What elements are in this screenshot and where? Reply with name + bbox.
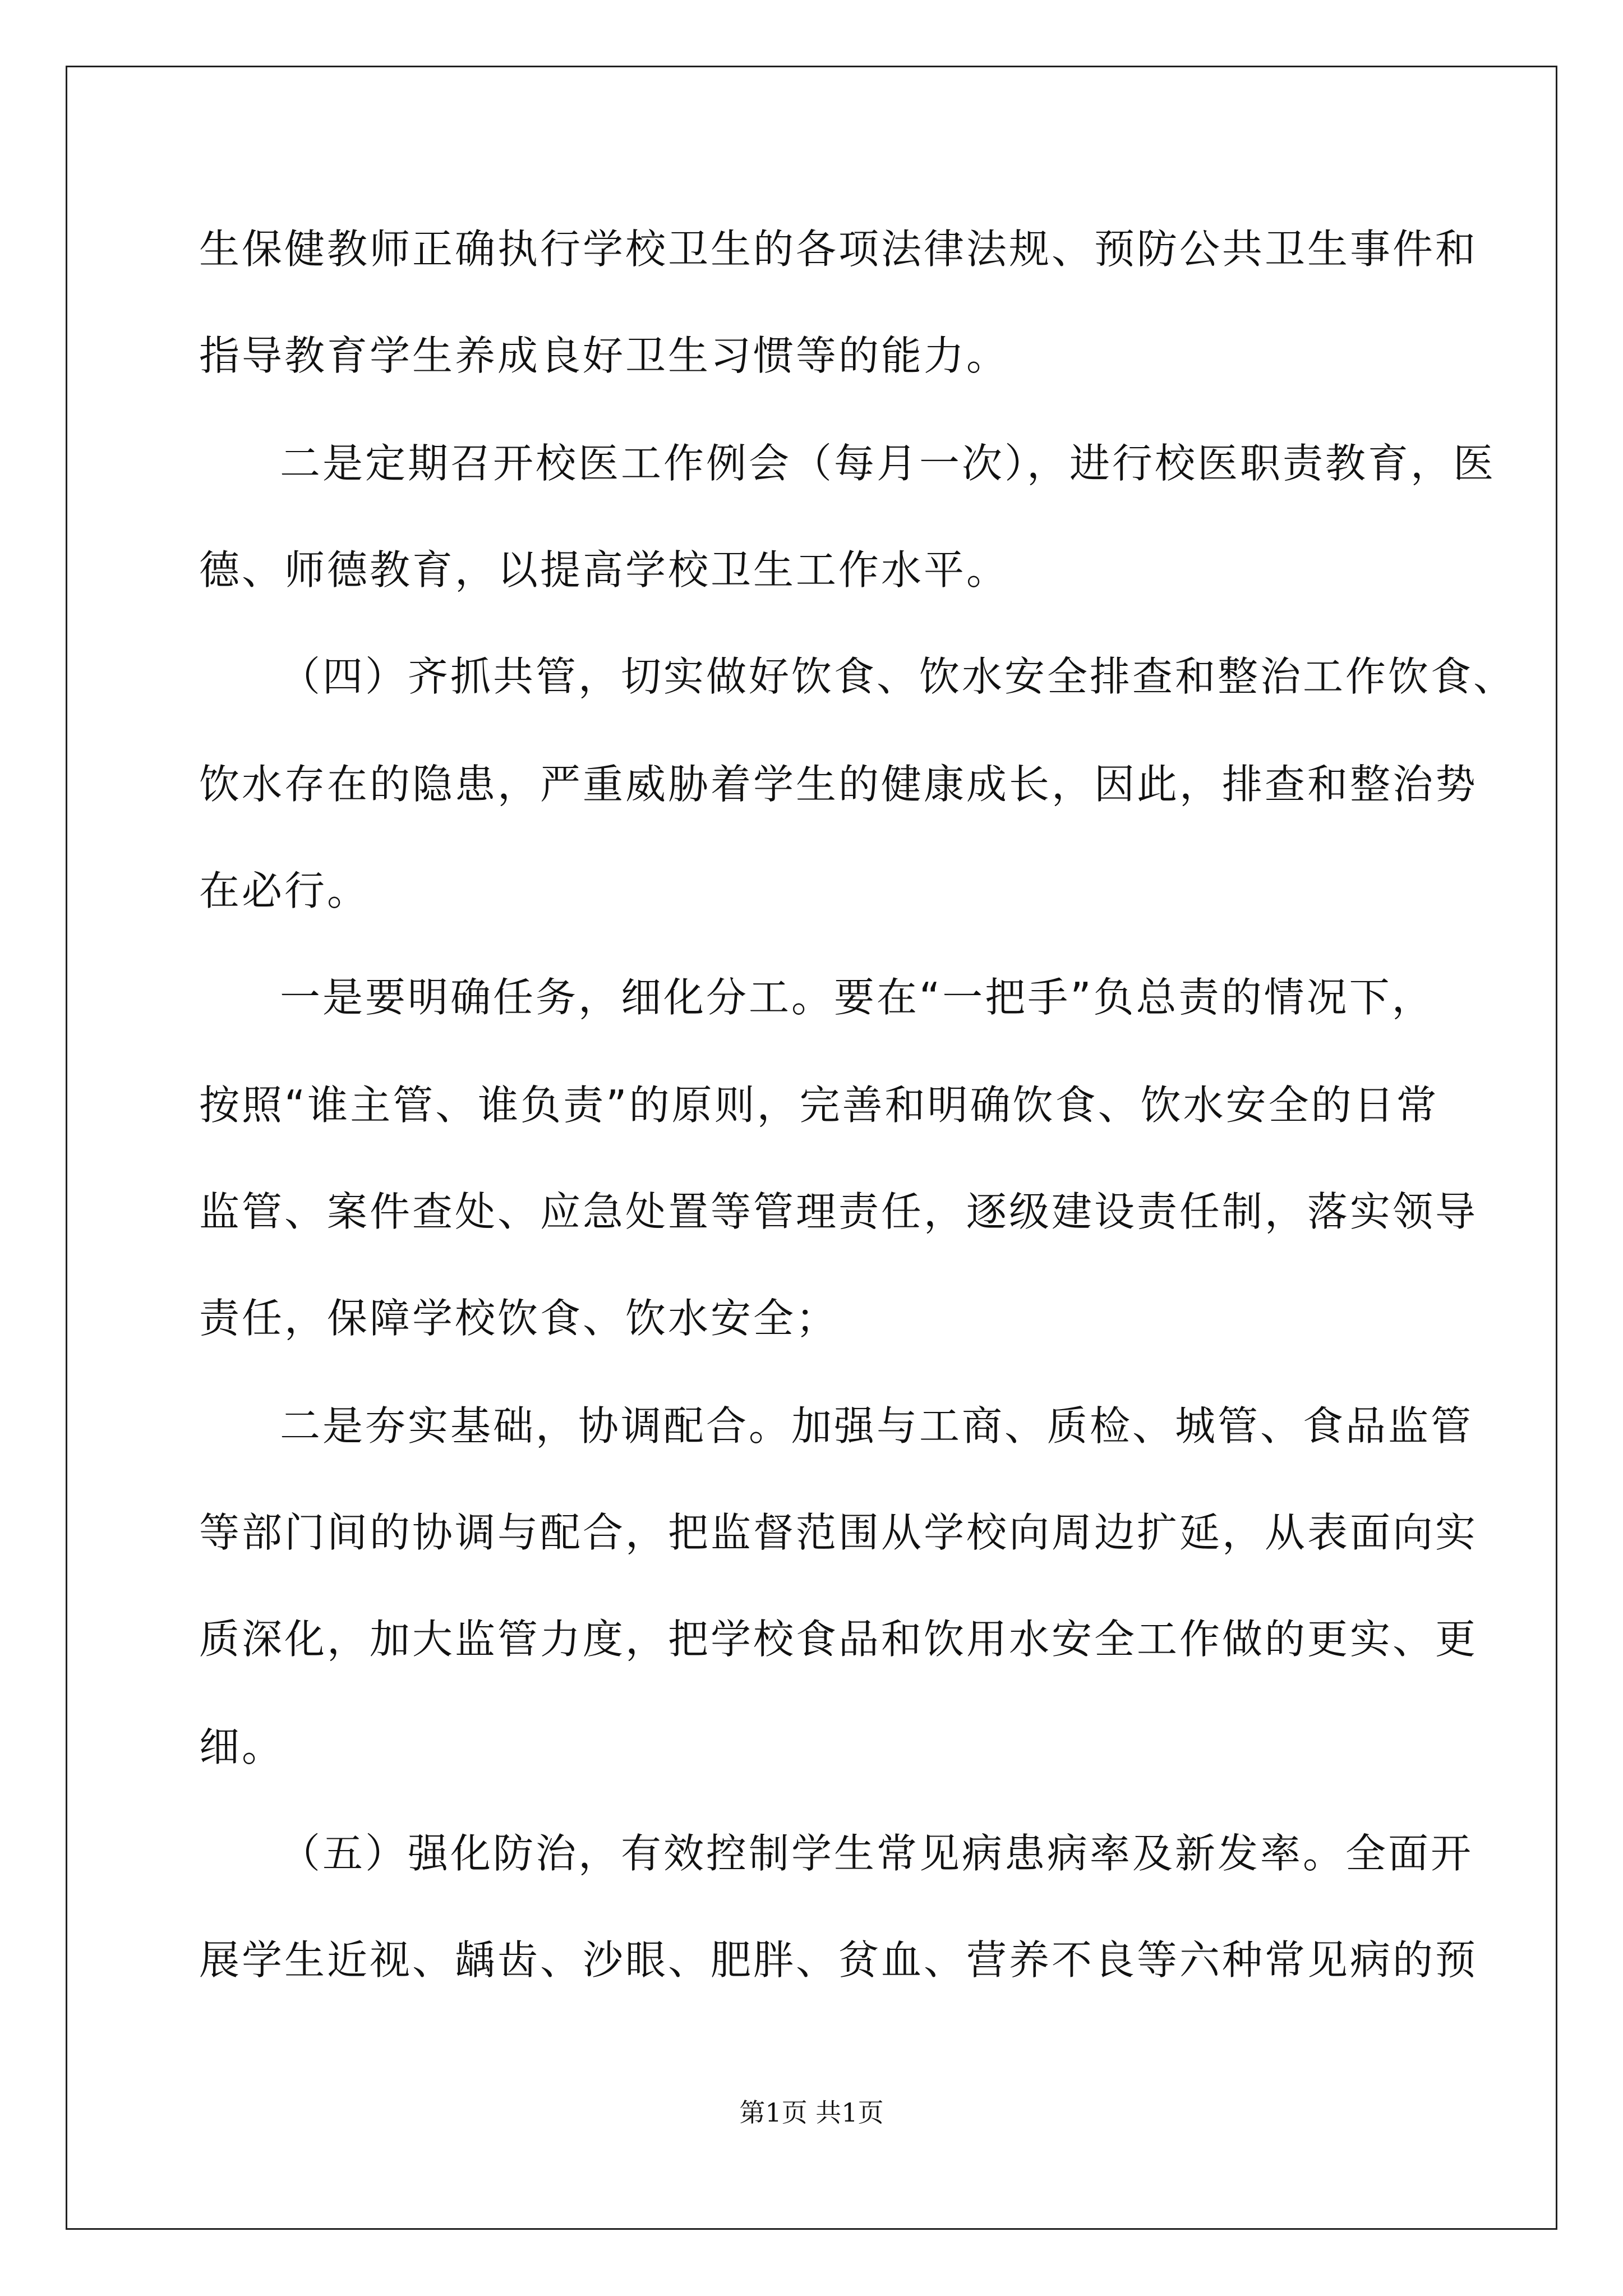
text-line: 细。	[199, 1723, 285, 1770]
text-line: 德、师德教育，以提高学校卫生工作水平。	[199, 546, 1009, 593]
text-line: 在必行。	[199, 867, 370, 914]
page-number-footer: 第1页 共1页	[739, 2097, 884, 2128]
text-line: 质深化，加大监管力度，把学校食品和饮用水安全工作做的更实、更	[199, 1616, 1478, 1663]
text-line: 生保健教师正确执行学校卫生的各项法律法规、预防公共卫生事件和	[199, 226, 1478, 273]
text-line: （五）强化防治，有效控制学生常见病患病率及新发率。全面开	[280, 1830, 1474, 1877]
page-border	[66, 66, 1557, 2230]
text-line: 饮水存在的隐患，严重威胁着学生的健康成长，因此，排查和整治势	[199, 761, 1478, 808]
text-line: 二是定期召开校医工作例会（每月一次），进行校医职责教育，医	[280, 440, 1496, 487]
text-line: （四）齐抓共管，切实做好饮食、饮水安全排查和整治工作饮食、	[280, 653, 1516, 700]
text-line: 责任，保障学校饮食、饮水安全；	[199, 1295, 839, 1342]
text-line: 监管、案件查处、应急处置等管理责任，逐级建设责任制，落实领导	[199, 1188, 1478, 1235]
text-line: 按照“谁主管、谁负责”的原则，完善和明确饮食、饮水安全的日常	[199, 1082, 1439, 1129]
text-line: 等部门间的协调与配合，把监督范围从学校向周边扩延，从表面向实	[199, 1509, 1478, 1556]
text-line: 一是要明确任务，细化分工。要在“一把手”负总责的情况下，	[280, 974, 1435, 1021]
text-line: 展学生近视、龋齿、沙眼、肥胖、贫血、营养不良等六种常见病的预	[199, 1936, 1478, 1984]
text-line: 指导教育学生养成良好卫生习惯等的能力。	[199, 332, 1009, 379]
text-line: 二是夯实基础，协调配合。加强与工商、质检、城管、食品监管	[280, 1402, 1474, 1450]
